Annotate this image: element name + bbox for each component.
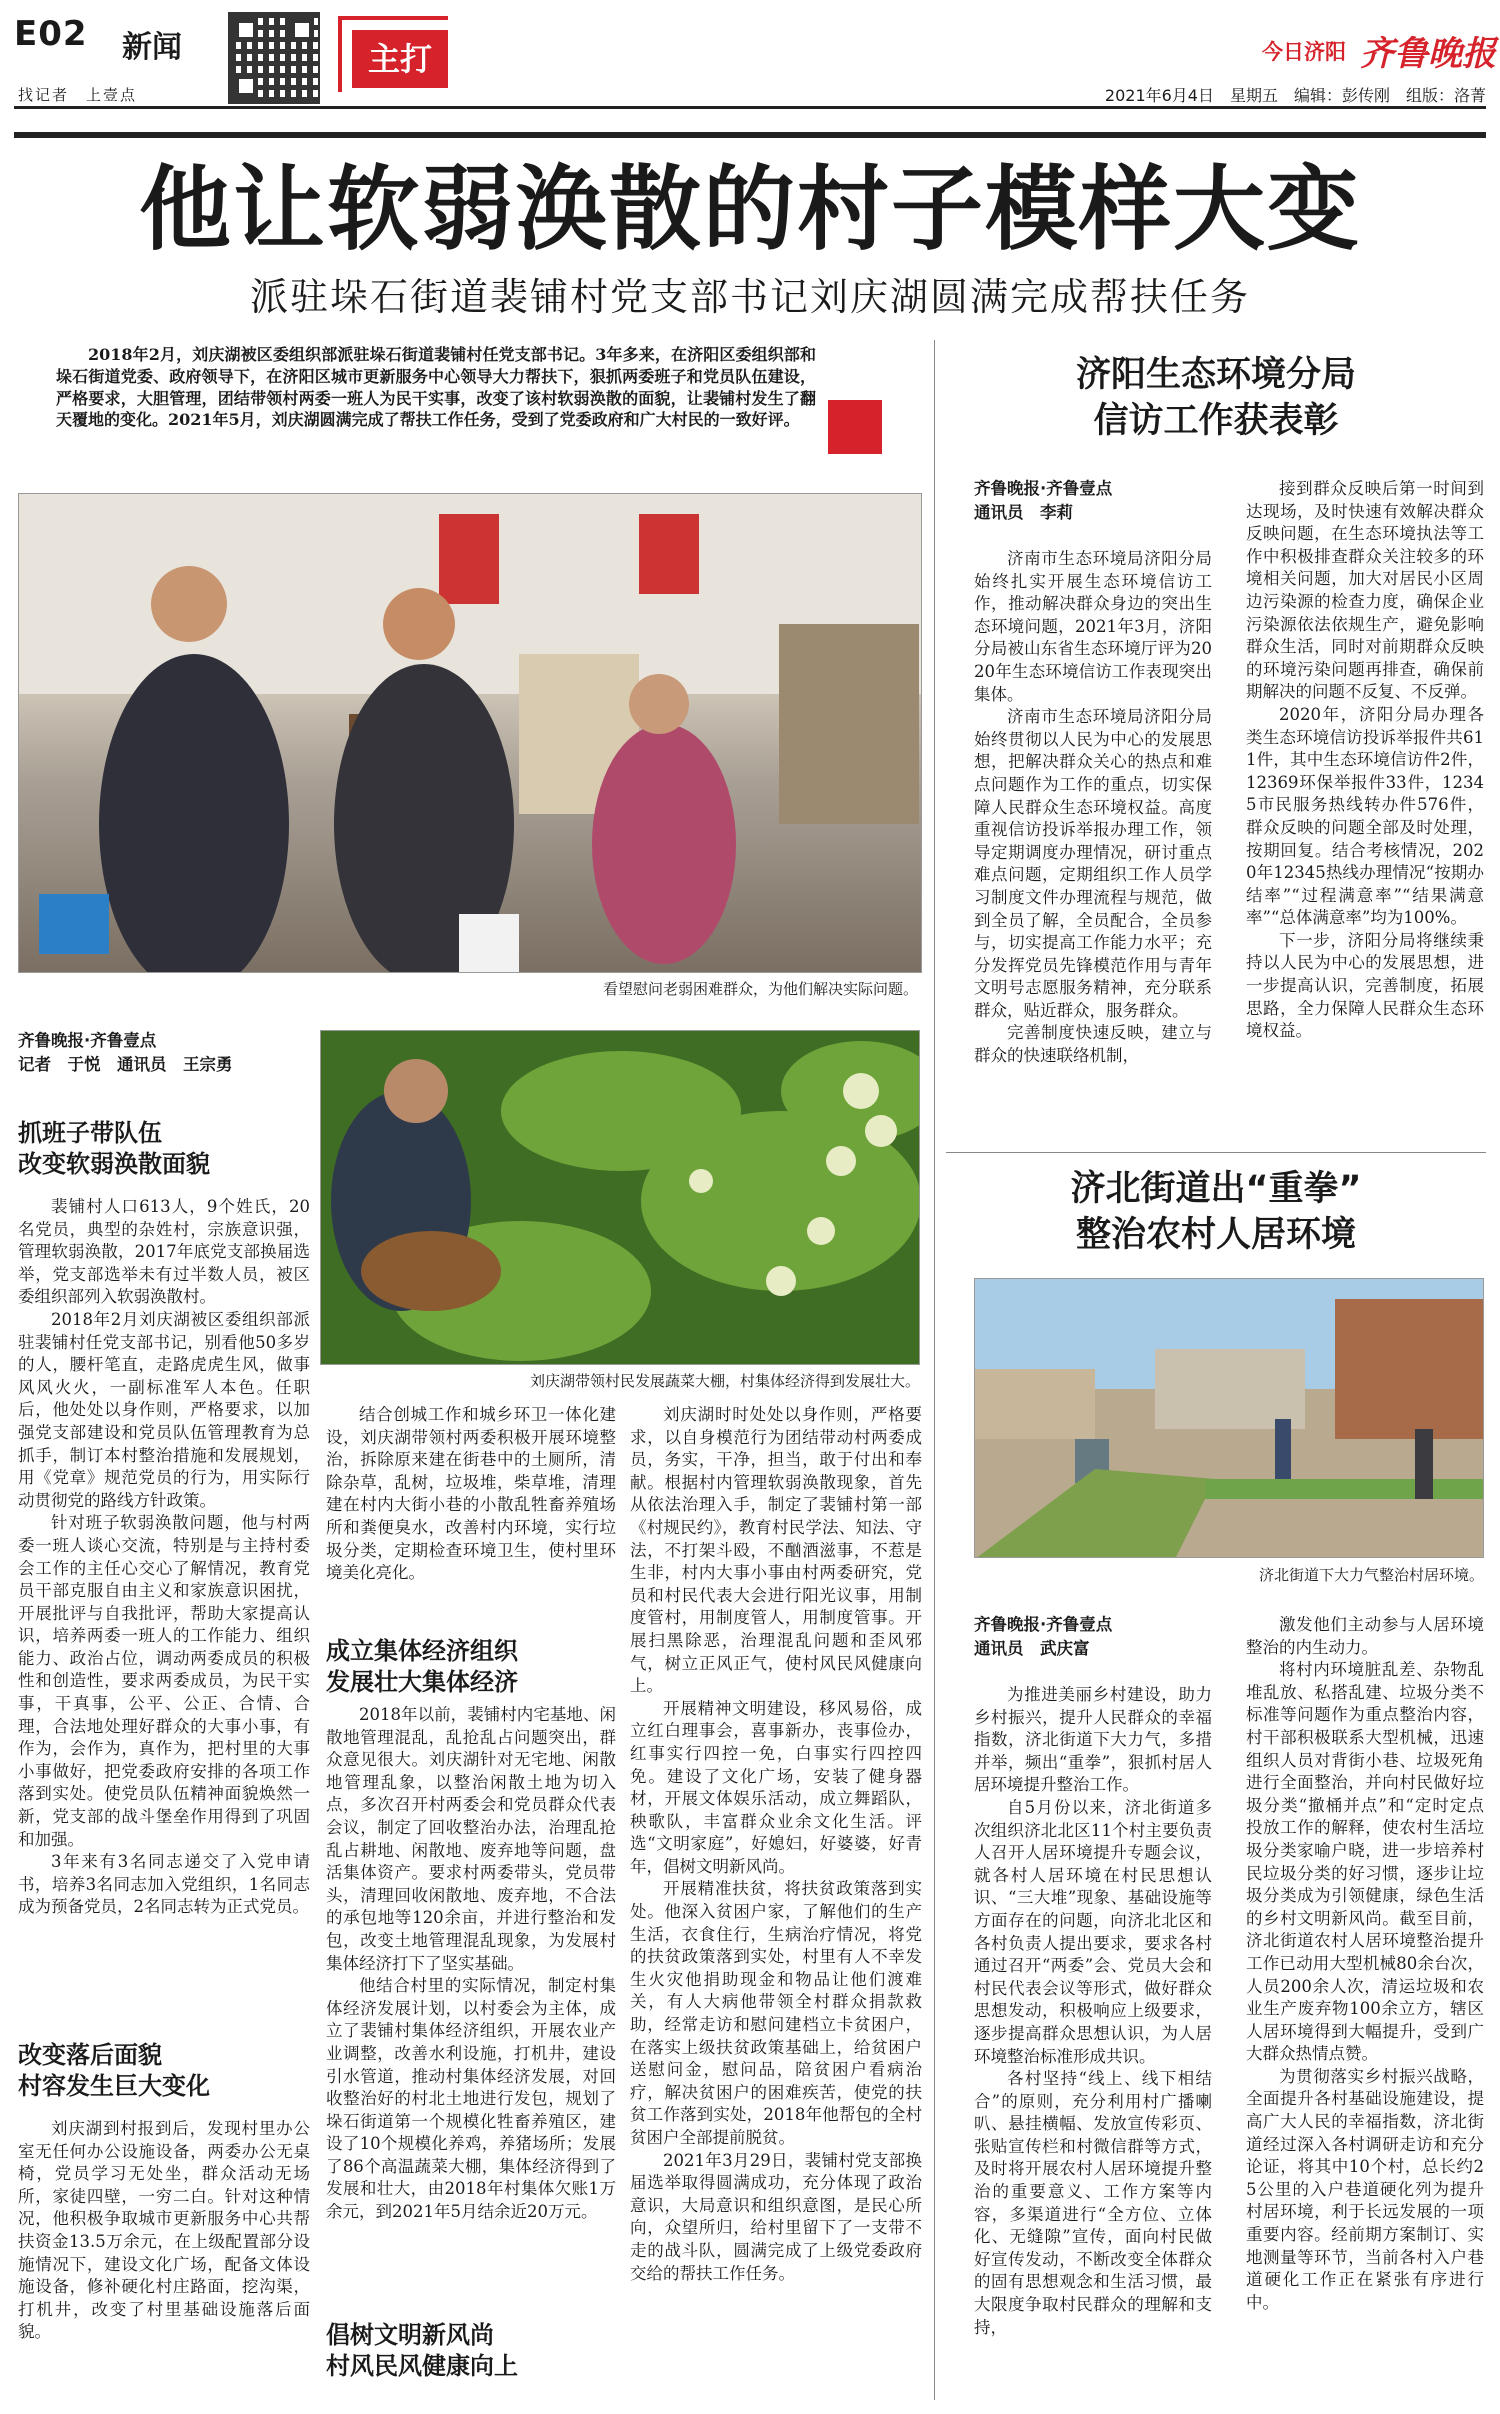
main-col1-para-c: 针对班子软弱涣散问题，他与村两委一班人谈心交流，特别是与主持村委会工作的主任心交心了解情况，教育党员干部克服自由主义和家族意识困扰，开展批评与自我批评，帮助大家提高认识，培养两委一班人的工作能力、组织能力、政治占位，调动两委成员的积极性和创造性，要求两委成员，为民干实事，干真事，公平、公正、合情、合理，合法地处理好群众的大事小事，有作为，会作为，真作为，把村里的大事小事做好，把党委政府安排的各项工作落到实处。使党员队伍精神面貌焕然一新，党支部的战斗堡垒作用得到了巩固和加强。 xyxy=(18,1513,310,1849)
article3-byline-1: 齐鲁晚报·齐鲁壹点 xyxy=(974,1615,1113,1634)
subhead-village-change: 改变落后面貌 村容发生巨大变化 xyxy=(18,2041,210,2100)
article2-title: 济阳生态环境分局 信访工作获表彰 xyxy=(1075,355,1356,441)
article2-colA-p3: 完善制度快速反映，建立与群众的快速联络机制， xyxy=(974,1023,1212,1066)
main-col-3 xyxy=(630,1404,922,2404)
main-col1-para-d: 3年来有3名同志递交了入党申请书，培养3名同志加入党组织，1名同志成为预备党员，2名同志转为正式党员。 xyxy=(18,1852,310,1917)
main-col-1-bottom xyxy=(18,2118,310,2408)
article3-colA-p3: 各村坚持“线上、线下相结合”的原则，充分利用村广播喇叭、悬挂横幅、发放宣传彩页、张贴宣传栏和村微信群等方式，及时将开展农村人居环境提升整治的重要意义、工作方案等内容，多渠道进行“全方位、立体化、无缝隙”宣传，面向村民做好宣传发动，不断改变全体群众的固有思想观念和生活习惯，最大限度争取村民群众的理解和支持， xyxy=(974,2069,1212,2337)
main-title: 他让软弱涣散的村子模样大变 xyxy=(138,156,1361,263)
masthead-rule xyxy=(14,106,1486,109)
article3-col-b xyxy=(1246,1614,1484,2406)
article2-col-a xyxy=(974,548,1212,1144)
article3-photo-caption: 济北街道下大力气整治村居环境。 xyxy=(1258,1566,1484,1584)
article2-byline-1: 齐鲁晚报·齐鲁壹点 xyxy=(974,479,1113,498)
section-badge: 主打 xyxy=(352,30,448,88)
main-lead: 2018年2月，刘庆湖被区委组织部派驻垛石街道裴铺村任党支部书记。3年多来，在济阳区委组织部和垛石街道党委、政府领导下，在济阳区城市更新服务中心领导大力帮扶下，狠抓两委班子和党员队伍建设，严格要求，大胆管理，团结带领村两委一班人为民干实事，改变了该村软弱涣散的面貌，让裴铺村发生了翻天覆地的变化。2021年5月，刘庆湖圆满完成了帮扶工作任务，受到了党委政府和广大村民的一致好评。 xyxy=(56,345,816,430)
paper-logo: 齐鲁晚报 xyxy=(1360,34,1496,74)
article3-title: 济北街道出“重拳” 整治农村人居环境 xyxy=(1070,1169,1362,1255)
photo-village-cleanup xyxy=(974,1278,1484,1558)
article2-colB-p2: 2020年，济阳分局办理各类生态环境信访投诉举报件共611件，其中生态环境信访件2件，12369环保举报件33件，12345市民服务热线转办件576件，群众反映的问题全部及时处理，按期回复。结合考核情况，2020年12345热线办理情况“按期办结率”“过程满意率”“结果满意率”“总体满意率”均为100%。 xyxy=(1246,704,1484,928)
photo1-caption: 看望慰问老弱困难群众，为他们解决实际问题。 xyxy=(602,980,918,998)
main-col-2 xyxy=(326,1404,616,1634)
main-byline-1: 齐鲁晚报·齐鲁壹点 xyxy=(18,1031,157,1050)
subhead-collective-economy: 成立集体经济组织 发展壮大集体经济 xyxy=(326,1637,518,1696)
main-byline-2: 记者 于悦 通讯员 王宗勇 xyxy=(18,1055,233,1074)
article3-colB-p2: 将村内环境脏乱差、杂物乱堆乱放、私搭乱建、垃圾分类不标准等问题作为重点整治内容，村干部积极联系大型机械，迅速组织人员对背街小巷、垃圾死角进行全面整治，并向村民做好垃圾分类“撤桶并点”和“定时定点投放工作的解释，使农村生活垃圾分类家喻户晓，进一步培养村民垃圾分类的好习惯，逐步让垃圾分类成为引领健康，绿色生活的乡村文明新风尚。截至目前，济北街道农村人居环境整治提升工作已动用大型机械80余台次，人员200余人次，清运垃圾和农业生产废弃物100余立方，辖区人居环境得到大幅提升，受到广大群众热情点赞。 xyxy=(1246,1660,1484,2064)
subhead-team-building: 抓班子带队伍 改变软弱涣散面貌 xyxy=(18,1119,210,1178)
region-label: 今日济阳 xyxy=(1262,40,1346,64)
article3-colA-p2: 自5月份以来，济北街道多次组织济北北区11个村主要负责人召开人居环境提升专题会议，就各村人居环境在村民思想认识、“三大堆”现象、基础设施等方面存在的问题，向济北北区和各村负责人提出要求，要求各村通过召开“两委”会、党员大会和村民代表会议等形式，做好群众思想发动，积极响应上级要求，逐步提高群众思想认识，为人居环境整治标准形成共识。 xyxy=(974,1797,1212,2066)
article3-colA-p1: 为推进美丽乡村建设，助力乡村振兴，提升人民群众的幸福指数，济北街道下大力气，多措并举，频出“重拳”，狠抓村居人居环境提升整治工作。 xyxy=(974,1685,1212,1795)
article3-byline-2: 通讯员 武庆富 xyxy=(974,1639,1090,1658)
article2-col-b xyxy=(1246,478,1484,1144)
main-col3-para-a: 刘庆湖时时处处以身作则，严格要求，以自身模范行为团结带动村两委成员，务实，干净，担当，敢于付出和奉献。根据村内管理软弱涣散现象，首先从依法治理入手，制定了裴铺村第一部《村规民约》，教育村民学法、知法、守法，不打架斗殴，不酗酒滋事，不惹是生非，村内大事小事由村两委研究，党员和村民代表大会进行阳光议事，用制度管村，用制度管人，用制度管事。开展扫黑除恶，治理混乱问题和歪风邪气，树立正风正气，使村风民风健康向上。 xyxy=(630,1405,922,1696)
article2-colA-p1: 济南市生态环境局济阳分局始终扎实开展生态环境信访工作，推动解决群众身边的突出生态环境问题，2021年3月，济阳分局被山东省生态环境厅评为2020年生态环境信访工作表现突出集体。 xyxy=(974,549,1212,704)
article3-col-a xyxy=(974,1684,1212,2406)
red-square-decoration xyxy=(828,400,882,454)
masthead-rule-2 xyxy=(14,132,1486,138)
article2-colA-p2: 济南市生态环境局济阳分局始终贯彻以人民为中心的发展思想，把解决群众关心的热点和难点问题作为工作的重点，切实保障人民群众生态环境权益。高度重视信访投诉举报办理工作，领导定期调度办理情况，研讨重点难点问题，定期组织工作人员学习制度文件办理流程与规范，做到全员了解，全员配合，全员参与，切实提高工作能力水平；充分发挥党员先锋模范作用与青年文明号志愿服务精神，充分联系群众，贴近群众，服务群众。 xyxy=(974,707,1212,1020)
slogan: 找记者 上壹点 xyxy=(18,86,138,104)
page-number: E02 xyxy=(14,14,88,54)
column-divider xyxy=(934,340,935,2400)
main-col2-para-a: 结合创城工作和城乡环卫一体化建设，刘庆湖带领村两委积极开展环境整治，拆除原来建在街巷中的土厕所，清除杂草，乱树，垃圾堆，柴草堆，清理建在村内大街小巷的小散乱牲畜养殖场所和粪便臭水，改善村内环境，实行垃圾分类，定期检查环境卫生，使村里环境美化亮化。 xyxy=(326,1405,616,1583)
qr-code-icon xyxy=(228,12,320,104)
main-col-2-mid xyxy=(326,1704,616,2314)
main-col-1 xyxy=(18,1196,310,1919)
article3-colB-p3: 为贯彻落实乡村振兴战略，全面提升各村基础设施建设，提高广大人民的幸福指数，济北街道经过深入各村调研走访和充分论证，将其中10个村，总长约25公里的入户巷道硬化列为提升村居环境，利于长远发展的一项重要内容。经前期方案制订、实地测量等环节，当前各村入户巷道硬化工作正在紧张有序进行中。 xyxy=(1246,2066,1484,2312)
date-line: 2021年6月4日 星期五 编辑：彭传刚 组版：洛菁 xyxy=(1104,86,1486,105)
main-subtitle: 派驻垛石街道裴铺村党支部书记刘庆湖圆满完成帮扶任务 xyxy=(249,275,1250,319)
article2-colB-p3: 下一步，济阳分局将继续秉持以人民为中心的发展思想，进一步提高认识，完善制度，拓展思路，全力保障人民群众生态环境权益。 xyxy=(1246,930,1484,1041)
article2-bottom-rule xyxy=(946,1152,1486,1153)
article2-colB-p1: 接到群众反映后第一时间到达现场，及时快速有效解决群众反映问题，在生态环境执法等工作中积极排查群众关注较多的环境相关问题，加大对居民小区周边污染源的检查力度，确保企业污染源依法依规生产，避免影响群众生活，同时对前期群众反映的环境污染问题再排查，确保前期解决的问题不反复、不反弹。 xyxy=(1246,479,1484,702)
article2-byline-2: 通讯员 李莉 xyxy=(974,503,1073,522)
main-col1-para-e: 刘庆湖到村报到后，发现村里办公室无任何办公设施设备，两委办公无桌椅，党员学习无处坐，群众活动无场所，家徒四壁，一穷二白。针对这种情况，他积极争取城市更新服务中心共帮扶资金13.5万余元，在上级配置部分设施情况下，建设文化广场，配备文体设施设备，修补硬化村庄路面，挖沟渠，打机井，改变了村里基础设施落后面貌。 xyxy=(18,2119,310,2342)
main-col1-para-b: 2018年2月刘庆湖被区委组织部派驻裴铺村任党支部书记，别看他50多岁的人，腰杆笔直，走路虎虎生风，做事风风火火，一副标准军人本色。任职后，他处处以身作则，严格要求，以加强党支部建设和党员队伍管理教育为总抓手，制订本村整治措施和发展规划，用《党章》规范党员的行为，用实际行动贯彻党的路线方针政策。 xyxy=(18,1309,310,1510)
main-col3-para-d: 2021年3月29日，裴铺村党支部换届选举取得圆满成功，充分体现了政治意识，大局意识和组织意图，是民心所向，众望所归，给村里留下了一支带不走的战斗队，圆满完成了上级党委政府交给的帮扶工作任务。 xyxy=(630,2150,922,2283)
section-name: 新闻 xyxy=(122,30,182,65)
main-col1-para-a: 裴铺村人口613人，9个姓氏，20名党员，典型的杂姓村，宗族意识强，管理软弱涣散，2017年底党支部换届选举，党支部选举未有过半数人员，被区委组织部列入软弱涣散村。 xyxy=(18,1197,310,1307)
photo2-caption: 刘庆湖带领村民发展蔬菜大棚，村集体经济得到发展壮大。 xyxy=(529,1372,920,1390)
main-col3-para-b: 开展精神文明建设，移风易俗，成立红白理事会，喜事新办，丧事俭办，红事实行四控一免，白事实行四控四免。建设了文化广场，安装了健身器材，开展文体娱乐活动，成立舞蹈队，秧歌队，丰富群众业余文化生活。评选“文明家庭”，好媳妇，好婆婆，好青年，倡树文明新风尚。 xyxy=(630,1698,922,1876)
main-col3-para-c: 开展精准扶贫，将扶贫政策落到实处。他深入贫困户家，了解他们的生产生活，衣食住行，生病治疗情况，将党的扶贫政策落到实处，村里有人不幸发生火灾他捐助现金和物品让他们渡难关，有人大病他带领全村群众捐款救助，经常走访和慰问建档立卡贫困户，在落实上级扶贫政策基础上，给贫困户送慰问金，慰问品，陪贫困户看病治疗，解决贫困户的困难疾苦，使党的扶贫工作落到实处，2018年他帮包的全村贫困户全部提前脱贫。 xyxy=(630,1879,922,2147)
photo-villagers-visit xyxy=(18,493,922,973)
main-col2-para-c: 他结合村里的实际情况，制定村集体经济发展计划，以村委会为主体，成立了裴铺村集体经济组织，开展农业产业调整，改善水利设施，打机井，建设引水管道，推动村集体经济发展，对回收整治好的村北土地进行发包，规划了垛石街道第一个规模化牲畜养殖区，建设了10个规模化养鸡，养猪场所；发展了86个高温蔬菜大棚，集体经济得到了发展和壮大，由2018年村集体欠账1万余元，到2021年5月结余近20万元。 xyxy=(326,1976,616,2222)
article3-colB-p1: 激发他们主动参与人居环境整治的内生动力。 xyxy=(1246,1615,1484,1657)
subhead-civilization: 倡树文明新风尚 村风民风健康向上 xyxy=(326,2321,518,2380)
photo-vegetable-greenhouse xyxy=(320,1030,920,1365)
main-col2-para-b: 2018年以前，裴铺村内宅基地、闲散地管理混乱，乱抢乱占问题突出，群众意见很大。刘庆湖针对无宅地、闲散地管理乱象，以整治闲散土地为切入点，多次召开村两委会和党员群众代表会议，制定了回收整治办法，治理乱抢乱占耕地、闲散地、废弃地等问题，盘活集体资产。要求村两委带头，党员带头，清理回收闲散地、废弃地，不合法的承包地等120余亩，并进行整治和发包，改变土地管理混乱现象，为发展村集体经济打下了坚实基础。 xyxy=(326,1705,616,1973)
